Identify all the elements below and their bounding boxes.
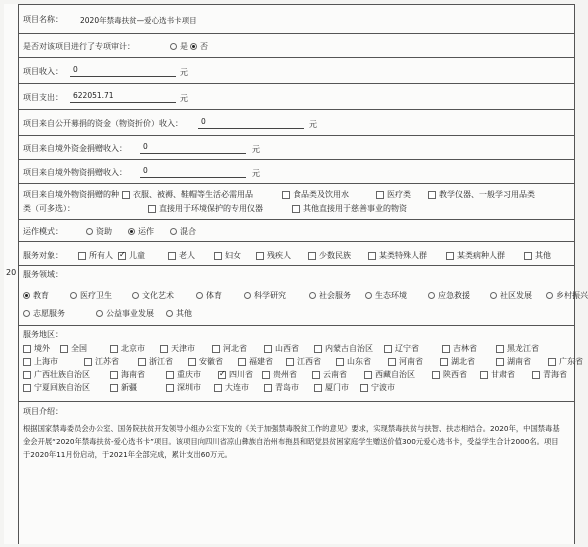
region-option[interactable] [286,356,321,367]
region-option[interactable] [364,369,415,380]
goods-checkbox[interactable] [292,205,300,213]
field-option-label: 文化艺术 [142,291,174,300]
region-option-label: 浙江省 [149,357,173,366]
income-field[interactable]: 0 [70,63,176,77]
target-option-label: 所有人 [89,251,113,260]
region-checkbox[interactable] [442,345,450,353]
region-option[interactable] [548,356,583,367]
field-radio[interactable] [365,292,372,299]
region-option[interactable] [218,369,253,380]
region-option[interactable] [212,343,247,354]
field-option[interactable] [96,308,154,319]
region-checkbox[interactable] [286,358,294,366]
intro-text: 根据国家禁毒委员会办公室、国务院扶贫开发领导小组办公室下发的《关于加强禁毒脱贫工作的意见》要求，实现禁毒扶贫与扶智、扶志相结合。2020年，中国禁毒基金会开展“2020年禁毒扶贫-爱心选书卡”项目。该项目向四川省凉山彝族自治州布拖县和昭觉县贫困家庭学生赠送价值300元爱心选书卡，受益学生合计2000名。项目于2020年11月份启动，于2021年全部完成，累计支出60万元。 [23,424,560,459]
target-option[interactable] [308,250,351,261]
public-funds-row [18,110,574,136]
field-option[interactable] [546,290,588,301]
audit-yes-label: 是 [180,42,188,51]
region-option-label: 上海市 [34,357,58,366]
target-checkbox[interactable] [168,252,176,260]
audit-yes-radio[interactable] [170,43,177,50]
region-option-label: 西藏自治区 [375,370,415,379]
goods-option-medical[interactable] [376,189,411,200]
targets-row [18,242,574,266]
field-option-label: 其他 [176,309,192,318]
region-option[interactable] [442,343,477,354]
expense-unit: 元 [180,94,188,103]
region-checkbox[interactable] [532,371,540,379]
right-border [574,4,575,544]
region-option-label: 新疆 [121,383,137,392]
region-checkbox[interactable] [360,384,368,392]
field-option-label: 公益事业发展 [106,309,154,318]
region-option[interactable] [496,343,539,354]
audit-row [18,34,574,58]
target-option[interactable] [78,250,113,261]
region-option-label: 大连市 [225,383,249,392]
region-option-label: 辽宁省 [395,344,419,353]
region-option-label: 全国 [71,344,87,353]
region-option-label: 内蒙古自治区 [325,344,373,353]
region-option[interactable] [480,369,515,380]
field-option-label: 乡村振兴 [556,291,588,300]
region-option[interactable] [60,343,87,354]
region-option[interactable] [264,343,299,354]
region-option[interactable] [138,356,173,367]
region-option[interactable] [23,382,90,393]
region-option[interactable] [84,356,119,367]
expense-row [18,84,574,110]
audit-yes-option[interactable] [170,41,188,52]
region-option-label: 甘肃省 [491,370,515,379]
targets-label: 服务对象： [23,251,63,260]
income-label: 项目收入： [23,67,63,76]
operation-option-mixed[interactable] [170,226,196,237]
project-name-value: 2020年禁毒扶贫—爱心选书卡项目 [80,16,197,25]
region-option-label: 吉林省 [453,344,477,353]
field-radio[interactable] [23,310,30,317]
goods-option-other[interactable] [292,203,407,214]
region-option-label: 湖北省 [451,357,475,366]
region-option[interactable] [264,382,299,393]
region-option-label: 广西壮族自治区 [34,370,90,379]
goods-checkbox[interactable] [148,205,156,213]
operation-label: 运作模式： [23,227,63,236]
region-option[interactable] [238,356,273,367]
goods-checkbox[interactable] [282,191,290,199]
region-option[interactable] [496,356,531,367]
region-checkbox[interactable] [480,371,488,379]
target-checkbox[interactable] [308,252,316,260]
field-option[interactable] [132,290,174,301]
region-option-label: 深圳市 [177,383,201,392]
foreign-cash-row [18,136,574,160]
region-option-label: 黑龙江省 [507,344,539,353]
foreign-cash-field[interactable]: 0 [140,140,246,154]
field-option[interactable] [490,290,532,301]
field-radio[interactable] [132,292,139,299]
operation-option-run[interactable] [128,226,154,237]
region-checkbox[interactable] [364,371,372,379]
region-checkbox[interactable] [23,345,31,353]
foreign-cash-label: 项目来自境外资金捐赠收入： [23,144,127,153]
intro-label: 项目介绍： [23,407,63,416]
region-option-label: 河南省 [399,357,423,366]
field-radio[interactable] [70,292,77,299]
region-option[interactable] [336,356,371,367]
target-checkbox[interactable] [446,252,454,260]
foreign-cash-unit: 元 [252,145,260,154]
target-option[interactable] [368,250,427,261]
income-unit: 元 [180,68,188,77]
region-checkbox[interactable] [314,345,322,353]
goods-types-label-1: 项目来自境外物资捐赠的种 [23,190,119,199]
public-funds-unit: 元 [309,120,317,129]
region-option[interactable] [188,356,223,367]
foreign-goods-row [18,160,574,184]
field-radio[interactable] [166,310,173,317]
audit-label: 是否对该项目进行了专项审计： [23,42,135,51]
operation-option-label: 资助 [96,227,112,236]
region-checkbox[interactable] [384,345,392,353]
target-checkbox[interactable] [256,252,264,260]
field-option[interactable] [428,290,470,301]
target-checkbox[interactable] [368,252,376,260]
region-option[interactable] [440,356,475,367]
region-checkbox[interactable] [440,358,448,366]
operation-radio[interactable] [170,228,177,235]
region-option[interactable] [432,369,467,380]
goods-option-teaching[interactable] [428,189,535,200]
region-option-label: 青海省 [543,370,567,379]
region-checkbox[interactable] [388,358,396,366]
region-option-label: 陕西省 [443,370,467,379]
region-option-label: 江西省 [297,357,321,366]
operation-radio[interactable] [128,228,135,235]
goods-option-label: 衣服、被褥、鞋帽等生活必需用品 [133,190,253,199]
region-checkbox[interactable] [496,358,504,366]
audit-no-label: 否 [200,42,208,51]
region-checkbox[interactable] [432,371,440,379]
target-option-label: 儿童 [129,251,145,260]
region-checkbox[interactable] [166,384,174,392]
region-option[interactable] [360,382,395,393]
region-option-label: 山东省 [347,357,371,366]
operation-option-label: 混合 [180,227,196,236]
target-option[interactable] [446,250,505,261]
region-option[interactable] [166,369,201,380]
region-checkbox[interactable] [264,345,272,353]
field-option[interactable] [23,308,65,319]
expense-field[interactable]: 622051.71 [70,89,176,103]
operation-row [18,220,574,242]
target-option[interactable] [118,250,145,261]
region-checkbox[interactable] [110,371,118,379]
region-checkbox[interactable] [160,345,168,353]
target-option-label: 残疾人 [267,251,291,260]
target-option-label: 某类特殊人群 [379,251,427,260]
field-option[interactable] [23,290,49,301]
region-checkbox[interactable] [312,371,320,379]
region-checkbox[interactable] [238,358,246,366]
region-checkbox[interactable] [110,384,118,392]
goods-option-label: 其他直接用于慈善事业的物资 [303,204,407,213]
region-checkbox[interactable] [214,384,222,392]
region-option-label: 四川省 [229,370,253,379]
field-option[interactable] [166,308,192,319]
field-radio[interactable] [96,310,103,317]
region-checkbox[interactable] [314,384,322,392]
region-option-label: 贵州省 [273,370,297,379]
field-radio[interactable] [23,292,30,299]
region-option[interactable] [110,369,145,380]
target-option[interactable] [214,250,241,261]
region-option-label: 天津市 [171,344,195,353]
field-option[interactable] [309,290,351,301]
region-checkbox[interactable] [218,371,226,379]
region-option[interactable] [23,369,90,380]
field-option-label: 应急救援 [438,291,470,300]
region-checkbox[interactable] [166,371,174,379]
goods-checkbox[interactable] [376,191,384,199]
goods-checkbox[interactable] [428,191,436,199]
region-option[interactable] [262,369,297,380]
field-radio[interactable] [490,292,497,299]
field-option-label: 科学研究 [254,291,286,300]
region-checkbox[interactable] [336,358,344,366]
region-option-label: 宁波市 [371,383,395,392]
field-radio[interactable] [546,292,553,299]
project-name-label: 项目名称： [23,15,63,24]
region-checkbox[interactable] [496,345,504,353]
regions-label: 服务地区： [23,330,63,339]
fields-row [18,266,588,326]
region-option[interactable] [166,382,201,393]
region-option-label: 江苏省 [95,357,119,366]
goods-option-food[interactable] [282,189,349,200]
field-option[interactable] [244,290,286,301]
goods-option-environment[interactable] [148,203,263,214]
region-checkbox[interactable] [84,358,92,366]
field-option-label: 体育 [206,291,222,300]
audit-no-option[interactable] [190,41,208,52]
project-name-row [18,4,574,34]
region-option-label: 福建省 [249,357,273,366]
region-option[interactable] [312,369,347,380]
region-checkbox[interactable] [264,384,272,392]
public-funds-label: 项目来自公开募捐的资金（物资折价）收入： [23,119,183,128]
field-option-label: 社区发展 [500,291,532,300]
operation-option-fund[interactable] [86,226,112,237]
region-option-label: 重庆市 [177,370,201,379]
region-option[interactable] [214,382,249,393]
region-option[interactable] [388,356,423,367]
operation-radio[interactable] [86,228,93,235]
target-checkbox[interactable] [214,252,222,260]
region-option-label: 北京市 [121,344,145,353]
region-option[interactable] [110,343,145,354]
foreign-goods-field[interactable]: 0 [140,164,246,178]
goods-option-label: 教学仪器、一般学习用品类 [439,190,535,199]
field-option-label: 社会服务 [319,291,351,300]
goods-checkbox[interactable] [122,191,130,199]
fields-label: 服务领域： [23,270,63,279]
region-option[interactable] [314,343,373,354]
field-radio[interactable] [428,292,435,299]
region-option[interactable] [314,382,349,393]
target-option-label: 其他 [535,251,551,260]
income-row [18,58,574,84]
target-option-label: 某类病种人群 [457,251,505,260]
region-checkbox[interactable] [262,371,270,379]
region-option[interactable] [384,343,419,354]
target-option[interactable] [524,250,551,261]
region-checkbox[interactable] [23,358,31,366]
region-option[interactable] [23,343,50,354]
field-option[interactable] [196,290,222,301]
region-option-label: 境外 [34,344,50,353]
target-option-label: 妇女 [225,251,241,260]
field-option-label: 志愿服务 [33,309,65,318]
region-checkbox[interactable] [60,345,68,353]
region-option-label: 山西省 [275,344,299,353]
region-option-label: 广东省 [559,357,583,366]
region-checkbox[interactable] [23,371,31,379]
region-option-label: 云南省 [323,370,347,379]
field-radio[interactable] [244,292,251,299]
regions-row [18,326,583,402]
row-number: 20 [6,268,17,277]
field-option-label: 医疗卫生 [80,291,112,300]
goods-option-clothing[interactable] [122,189,253,200]
target-option[interactable] [256,250,291,261]
region-option-label: 宁夏回族自治区 [34,383,90,392]
region-option-label: 安徽省 [199,357,223,366]
intro-row [18,402,574,544]
field-option[interactable] [70,290,112,301]
region-option-label: 青岛市 [275,383,299,392]
target-checkbox[interactable] [78,252,86,260]
region-option-label: 湖南省 [507,357,531,366]
audit-no-radio[interactable] [190,43,197,50]
goods-types-row [18,184,574,220]
foreign-goods-unit: 元 [252,169,260,178]
operation-option-label: 运作 [138,227,154,236]
target-checkbox[interactable] [524,252,532,260]
goods-option-label: 直接用于环境保护的专用仪器 [159,204,263,213]
region-option[interactable] [110,382,137,393]
target-option-label: 少数民族 [319,251,351,260]
field-radio[interactable] [196,292,203,299]
goods-option-label: 医疗类 [387,190,411,199]
foreign-goods-label: 项目来自境外物资捐赠收入： [23,168,127,177]
expense-label: 项目支出： [23,93,63,102]
region-checkbox[interactable] [548,358,556,366]
region-option[interactable] [532,369,567,380]
region-option[interactable] [23,356,58,367]
region-option-label: 河北省 [223,344,247,353]
region-checkbox[interactable] [188,358,196,366]
region-checkbox[interactable] [23,384,31,392]
region-checkbox[interactable] [110,345,118,353]
field-option-label: 教育 [33,291,49,300]
goods-types-label-2: 类（可多选）： [23,204,75,213]
target-checkbox[interactable] [118,252,126,260]
field-radio[interactable] [309,292,316,299]
goods-option-label: 食品类及饮用水 [293,190,349,199]
region-option-label: 厦门市 [325,383,349,392]
target-option-label: 老人 [179,251,195,260]
public-funds-field[interactable]: 0 [198,115,304,129]
target-option[interactable] [168,250,195,261]
region-checkbox[interactable] [138,358,146,366]
field-option-label: 生态环境 [375,291,407,300]
region-option[interactable] [160,343,195,354]
field-option[interactable] [365,290,407,301]
region-checkbox[interactable] [212,345,220,353]
region-option-label: 海南省 [121,370,145,379]
